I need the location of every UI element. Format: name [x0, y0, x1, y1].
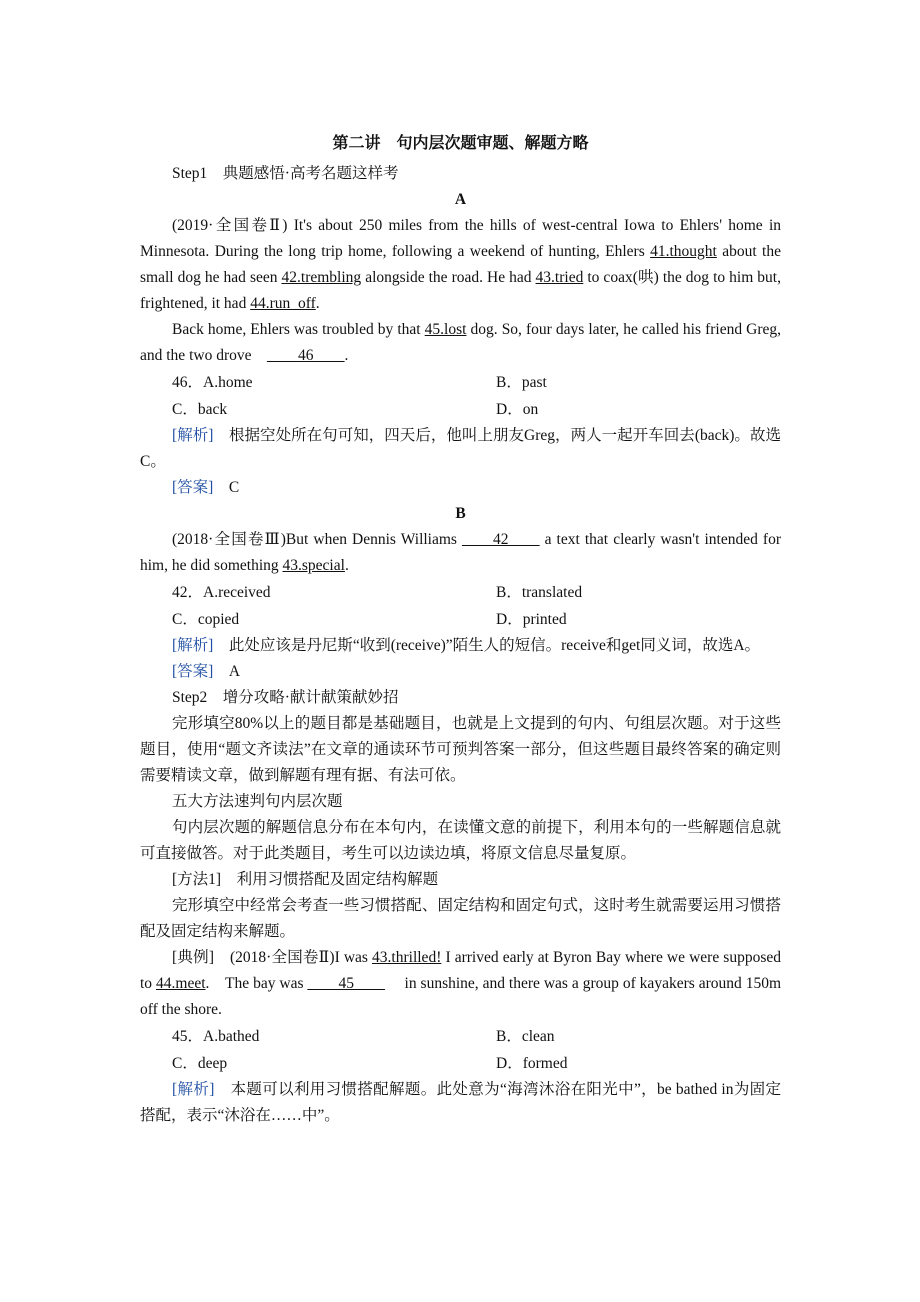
option-b: B．clean: [496, 1028, 555, 1045]
answer-a: [140, 475, 781, 501]
passage-text: .: [315, 295, 320, 312]
option-d: D．formed: [496, 1055, 568, 1072]
underlined-word-43: 43.thrilled!: [372, 949, 442, 966]
lesson-title: 第二讲 句内层次题审题、解题方略: [332, 135, 589, 152]
passage-text: (2018·全国卷Ⅲ)But when Dennis Williams: [172, 531, 463, 548]
passage-a-paragraph-2: [140, 317, 781, 369]
option-d: D．printed: [496, 611, 567, 628]
methods-heading: 五大方法速判句内层次题: [172, 793, 343, 810]
option-c: C．back: [172, 401, 228, 418]
passage-a-paragraph-1: [140, 213, 781, 317]
options-row: [140, 606, 781, 633]
passage-text: alongside the road. He had: [361, 269, 536, 286]
answer-text: A: [213, 663, 241, 680]
underlined-word-45: 45.lost: [424, 321, 467, 338]
passage-text: a text that clearly wasn't intended for him, he did something: [140, 531, 781, 574]
answer-b: [140, 659, 781, 685]
options-row: [140, 369, 781, 396]
example-text: in sunshine, and there was a group of kayakers around 150m off the shore.: [140, 975, 782, 1018]
method-1-heading: [方法1] 利用习惯搭配及固定结构解题: [172, 871, 439, 888]
options-row: [140, 579, 781, 606]
passage-text: Back home, Ehlers was troubled by that: [172, 321, 425, 338]
body-paragraph-1: 完形填空80%以上的题目都是基础题目，也就是上文提到的句内、句组层次题。对于这些题目，使用“题文齐读法”在文章的通读环节可预判答案一部分，但这些题目最终答案的确定则需要精读文章，做到解题有理有据、有法可依。: [140, 715, 781, 784]
passage-b-paragraph: [140, 527, 781, 579]
example-paragraph: [140, 945, 781, 1023]
analysis-text: 此处应该是丹尼斯“收到(receive)”陌生人的短信。receive和get同义词，故选A。: [213, 637, 761, 654]
section-a-label: A: [454, 191, 467, 208]
answer-tag: [答案]: [172, 663, 214, 680]
underlined-word-43: 43.special: [282, 557, 345, 574]
analysis-a: [140, 423, 781, 475]
body-paragraph-2: 句内层次题的解题信息分布在本句内，在读懂文意的前提下，利用本句的一些解题信息就可直接做答。对于此类题目，考生可以边读边填，将原文信息尽量复原。: [140, 819, 781, 862]
option-a: 42．A.received: [172, 584, 271, 601]
option-d: D．on: [496, 401, 539, 418]
option-b: B．past: [496, 374, 547, 391]
section-b-label: B: [455, 505, 466, 522]
passage-text: .: [344, 557, 349, 574]
passage-text: (2019·全国卷Ⅱ) It's about 250 miles from the hills of west-central Iowa to Ehlers' home in Minnesota. During the long trip home, following a weekend of hunting, Ehlers: [140, 217, 781, 260]
analysis-example: [140, 1077, 781, 1129]
analysis-tag: [解析]: [172, 1081, 215, 1098]
underlined-word-43: 43.tried: [535, 269, 584, 286]
answer-tag: [答案]: [172, 479, 214, 496]
blank-42: ____42____: [462, 531, 540, 548]
options-row: [140, 1050, 781, 1077]
passage-text: .: [344, 347, 349, 364]
analysis-b: [140, 633, 781, 659]
passage-text: dog. So, four days later, he called his friend Greg, and the two drove: [140, 321, 782, 364]
option-c: C．deep: [172, 1055, 228, 1072]
document-page: [140, 130, 781, 1129]
step2-heading: Step2 增分攻略·献计献策献妙招: [172, 689, 399, 706]
option-a: 46．A.home: [172, 374, 253, 391]
blank-46: ____46____: [266, 347, 345, 364]
example-tag: [典例]: [172, 949, 214, 966]
blank-45: ____45____: [307, 975, 385, 992]
passage-text: to coax(哄) the dog to him but, frightened, it had: [140, 269, 781, 312]
passage-text: about the small dog he had seen: [140, 243, 781, 286]
analysis-text: 本题可以利用习惯搭配解题。此处意为“海湾沐浴在阳光中”，be bathed in为固定搭配，表示“沐浴在……中”。: [140, 1081, 782, 1124]
answer-text: C: [213, 479, 240, 496]
underlined-word-44: 44.meet: [156, 975, 206, 992]
option-c: C．copied: [172, 611, 240, 628]
underlined-word-41: 41.thought: [650, 243, 717, 260]
example-text: . The bay was: [205, 975, 308, 992]
analysis-text: 根据空处所在句可知，四天后，他叫上朋友Greg，两人一起开车回去(back)。故选C。: [140, 427, 781, 470]
analysis-tag: [解析]: [172, 427, 214, 444]
option-a: 45．A.bathed: [172, 1028, 260, 1045]
options-row: [140, 396, 781, 423]
option-b: B．translated: [496, 584, 583, 601]
body-paragraph-3: 完形填空中经常会考查一些习惯搭配、固定结构和固定句式，这时考生就需要运用习惯搭配及固定结构来解题。: [140, 897, 781, 940]
options-row: [140, 1023, 781, 1050]
underlined-word-44: 44.run_off: [250, 295, 316, 312]
step1-heading: Step1 典题感悟·高考名题这样考: [172, 165, 399, 182]
example-text: (2018·全国卷Ⅱ)I was: [214, 949, 373, 966]
example-text: I arrived early at Byron Bay where we were supposed to: [140, 949, 782, 992]
analysis-tag: [解析]: [172, 637, 214, 654]
underlined-word-42: 42.trembling: [281, 269, 362, 286]
